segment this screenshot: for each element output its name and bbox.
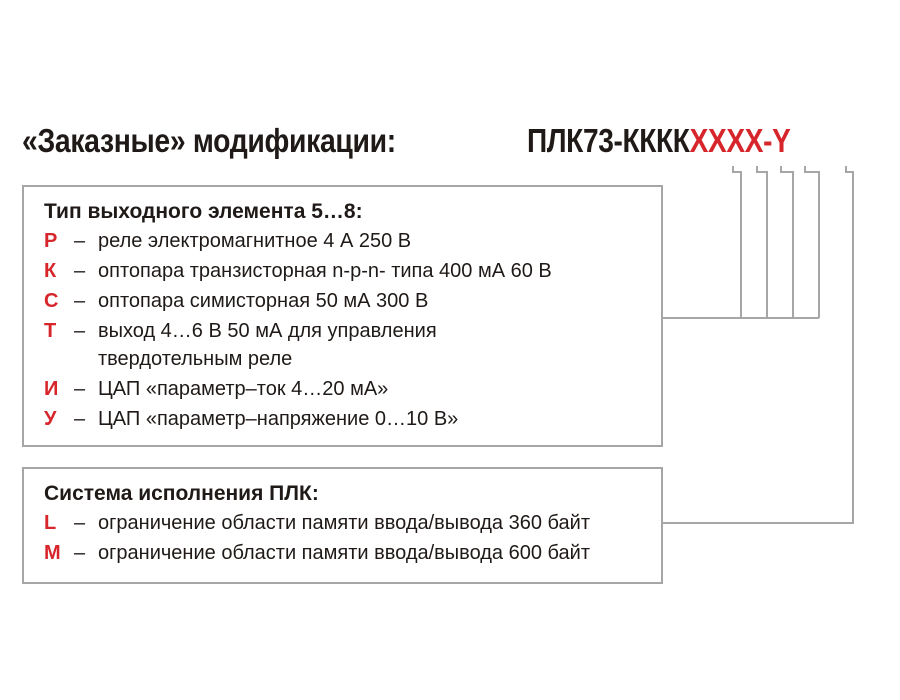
option-text: оптопара симисторная 50 мА 300 В (98, 290, 429, 312)
connector-y (663, 166, 853, 523)
system-box (22, 467, 663, 584)
option-text: реле электромагнитное 4 А 250 В (98, 230, 412, 252)
option-key: С (44, 290, 59, 312)
list-item (44, 319, 437, 343)
list-item (44, 377, 388, 401)
option-dash: – (74, 320, 86, 342)
model-code-prefix: ПЛК73-КККК (527, 122, 690, 159)
model-code-dash: - (763, 122, 773, 159)
option-dash: – (74, 512, 86, 534)
option-text: оптопара транзисторная n-p-n- типа 400 мА 60 В (98, 260, 552, 282)
option-dash: – (74, 378, 86, 400)
option-key: К (44, 260, 57, 282)
option-dash: – (74, 230, 86, 252)
output-type-box (22, 185, 663, 447)
model-code-suffix: Y (772, 122, 791, 159)
option-text: ограничение области памяти ввода/вывода 360 байт (98, 512, 590, 534)
list-item (44, 407, 458, 431)
option-dash: – (74, 260, 86, 282)
option-text: выход 4…6 В 50 мА для управления (98, 320, 437, 342)
output-type-title: Тип выходного элемента 5…8: (44, 200, 363, 223)
system-title: Система исполнения ПЛК: (44, 482, 319, 505)
connector-x3 (781, 166, 793, 318)
list-item (44, 511, 590, 535)
list-item (44, 229, 411, 253)
model-code-variable: XXXX (689, 122, 764, 159)
page-title: «Заказные» модификации: (22, 122, 396, 159)
option-text: ЦАП «параметр–напряжение 0…10 В» (98, 408, 459, 430)
option-text-continuation: твердотельным реле (98, 348, 293, 370)
list-item (44, 289, 428, 313)
option-key: И (44, 378, 59, 400)
option-key: Р (44, 230, 58, 252)
option-key: M (44, 542, 61, 564)
option-key: Т (44, 320, 57, 342)
option-dash: – (74, 408, 86, 430)
connector-x4 (805, 166, 819, 318)
option-key: L (44, 512, 57, 534)
list-item (44, 541, 590, 565)
option-text: ограничение области памяти ввода/вывода 600 байт (98, 542, 590, 564)
list-item (44, 259, 552, 283)
connector-x2 (757, 166, 767, 318)
option-text: ЦАП «параметр–ток 4…20 мА» (98, 378, 389, 400)
option-key: У (44, 408, 57, 430)
connector-x1 (733, 166, 741, 318)
option-dash: – (74, 290, 86, 312)
option-dash: – (74, 542, 86, 564)
